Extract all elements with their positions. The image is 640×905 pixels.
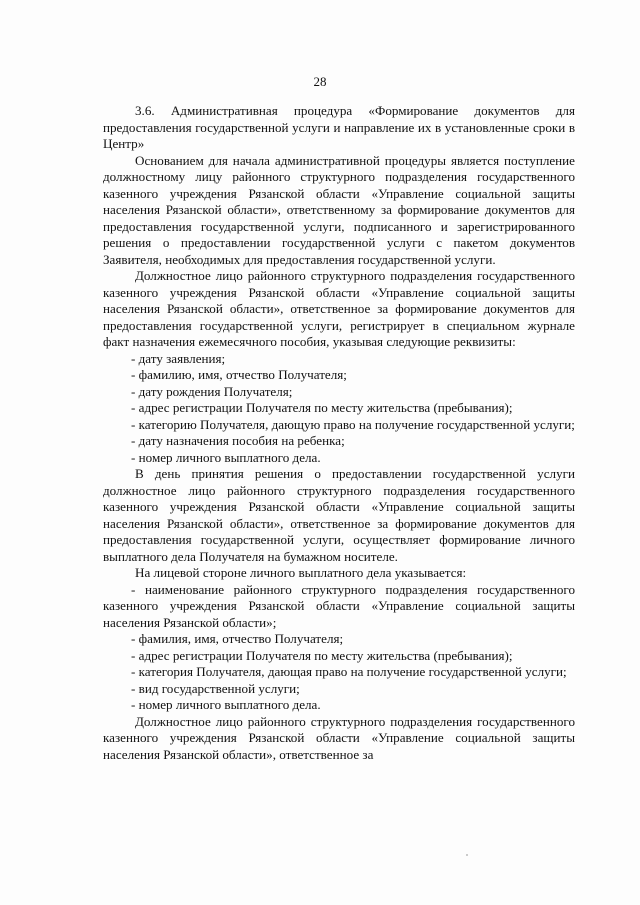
- paragraph: На лицевой стороне личного выплатного дела указывается:: [135, 565, 467, 580]
- list-item: - фамилия, имя, отчество Получателя;: [131, 631, 344, 646]
- document-body: [103, 103, 575, 763]
- list-item: - номер личного выплатного дела.: [131, 449, 321, 465]
- list-item: - адрес регистрации Получателя по месту жительства (пребывания);: [131, 647, 513, 663]
- list-item: - фамилию, имя, отчество Получателя;: [131, 367, 347, 382]
- paragraph: В день принятия решения о предоставлении государственной услуги должностное лицо районного структурного подразделения государственного казенного учреждения Рязанской области «Управление социальной защиты населения Рязанской области», ответственное за формирование документов для предоставления государственной услуги, осуществляет формирование личного выплатного дела Получателя на бумажном носителе.: [103, 466, 575, 564]
- list-item: - номер личного выплатного дела.: [131, 697, 321, 712]
- list-item: - наименование районного структурного подразделения государственного казенного учреждения Рязанской области «Управление социальной защиты населения Рязанской области»;: [103, 581, 575, 630]
- paragraph: 3.6. Административная процедура «Формирование документов для предоставления государственной услуги и направление их в установленные сроки в Центр»: [103, 103, 575, 151]
- list-item: - вид государственной услуги;: [131, 680, 300, 696]
- list-item: - дату рождения Получателя;: [131, 383, 293, 399]
- list-item: - дату назначения пособия на ребенка;: [131, 433, 345, 448]
- paragraph: Должностное лицо районного структурного подразделения государственного казенного учреждения Рязанской области «Управление социальной защиты населения Рязанской области», ответственное за формирование документов для предоставления государственной услуги, регистрирует в специальном журнале факт назначения ежемесячного пособия, указывая следующие реквизиты:: [103, 268, 575, 349]
- paragraph: Должностное лицо районного структурного подразделения государственного казенного учреждения Рязанской области «Управление социальной защиты населения Рязанской области», ответственное за: [103, 713, 575, 762]
- list-item: - адрес регистрации Получателя по месту жительства (пребывания);: [131, 400, 513, 415]
- list-item: - категорию Получателя, дающую право на получение государственной услуги;: [131, 416, 575, 432]
- list-item: - дату заявления;: [131, 350, 226, 366]
- paragraph: Основанием для начала административной процедуры является поступление должностному лицу районного структурного подразделения государственного казенного учреждения Рязанской области «Управление социальной защиты населения Рязанской области», ответственному за формирование документов для предоставления государственной услуги, подписанного и зарегистрированного решения о предоставлении государственной услуги с пакетом документов Заявителя, необходимых для предоставления государственной услуги.: [103, 152, 575, 267]
- scan-artifact: [466, 854, 468, 856]
- page-number: 28: [313, 74, 327, 89]
- list-item: - категория Получателя, дающая право на получение государственной услуги;: [131, 664, 567, 679]
